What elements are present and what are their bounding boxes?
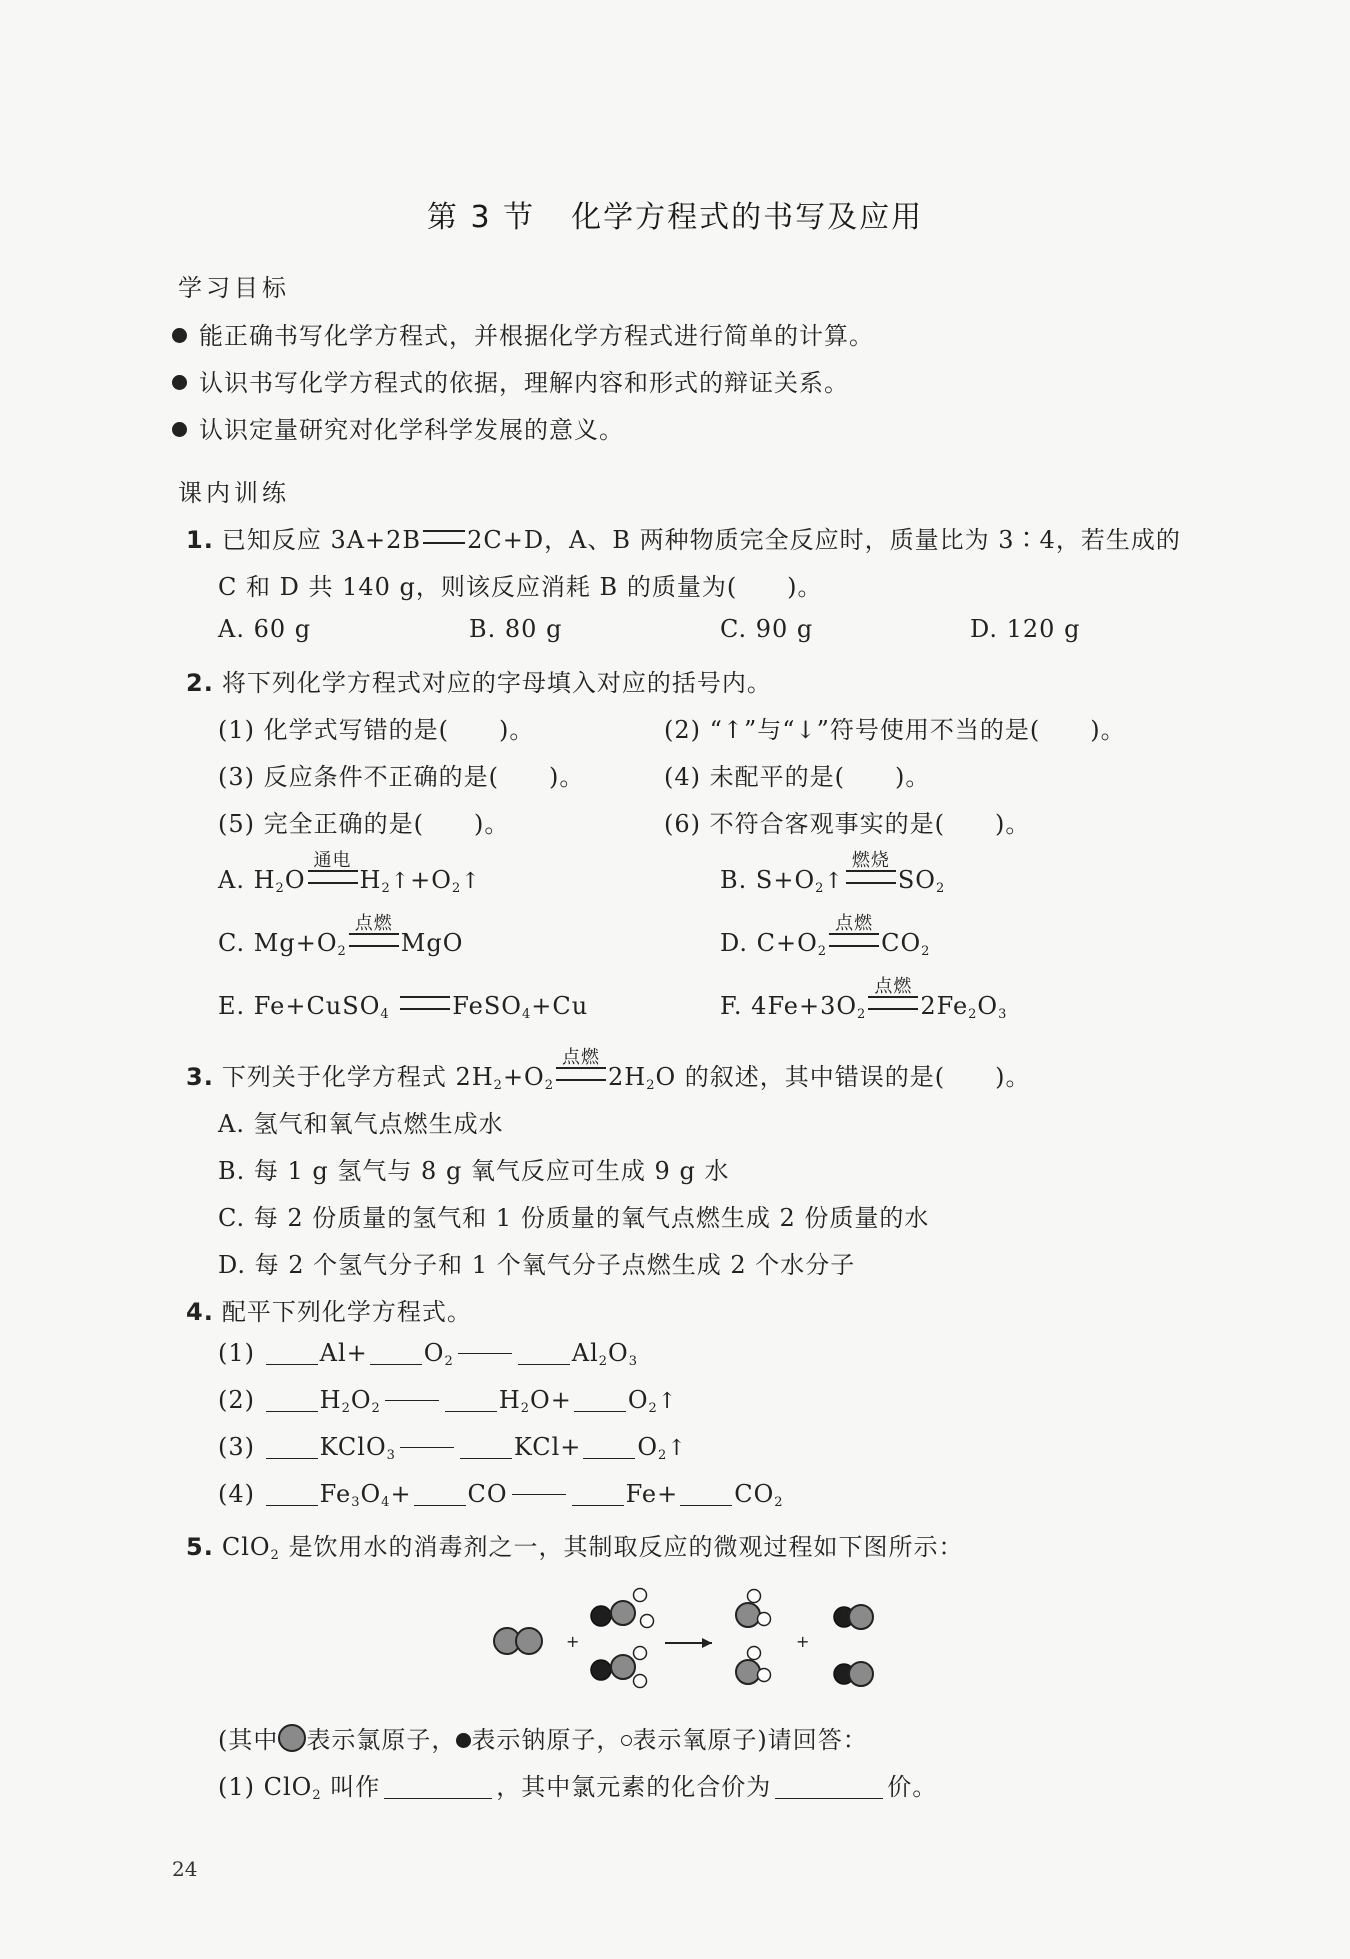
nacl-molecule-1 (834, 1605, 873, 1629)
q1-option-a: A. 60 g (218, 615, 312, 643)
condition-equals: 点燃 (349, 933, 399, 947)
plus-sign: + (796, 1632, 810, 1651)
answer-blank[interactable] (574, 1387, 626, 1412)
arrow (665, 1638, 712, 1648)
q1-option-b: B. 80 g (469, 615, 563, 643)
question-4-stem: 4. 配平下列化学方程式。 (186, 1298, 472, 1326)
answer-blank[interactable] (445, 1387, 497, 1412)
condition-equals: 点燃 (829, 933, 879, 947)
objectives-heading: 学习目标 (178, 274, 290, 302)
equation-d: D. $C+O_2$ 点燃 $CO_2$ (720, 913, 931, 959)
q1-option-d: D. 120 g (970, 615, 1081, 643)
q2-sub-3: (3) 反应条件不正确的是( )。 (218, 763, 585, 791)
page-number: 24 (172, 1857, 198, 1881)
q2-sub-1: (1) 化学式写错的是( )。 (218, 716, 535, 744)
clo2-molecule-1 (736, 1590, 771, 1628)
page-title (0, 192, 1350, 236)
clo2-molecule-2 (736, 1647, 771, 1685)
equals-sign (423, 530, 465, 544)
equation-c: C. $Mg+O_2$ 点燃 MgO (218, 913, 464, 959)
question-1-stem: 1. 已知反应 3A+2B 2C+D，A、B 两种物质完全反应时，质量比为 3∶4，若生成的 (186, 526, 1181, 554)
equals-sign (400, 996, 450, 1010)
question-1-stem-cont: C 和 D 共 140 g，则该反应消耗 B 的质量为( )。 (218, 573, 823, 601)
section-number: 第 3 节 (426, 200, 536, 235)
sodium-atom-icon (456, 1733, 471, 1748)
answer-blank[interactable] (460, 1434, 512, 1459)
answer-blank[interactable] (680, 1481, 732, 1506)
equation-e: E. Fe+CuSO$_4$ FeSO$_4$+Cu (218, 992, 589, 1022)
q3-option-c: C. 每 2 份质量的氢气和 1 份质量的氧气点燃生成 2 份质量的水 (218, 1204, 930, 1232)
answer-blank[interactable] (414, 1481, 466, 1506)
question-5-stem: 5. ClO$_2$ 是饮用水的消毒剂之一，其制取反应的微观过程如下图所示： (186, 1533, 964, 1563)
condition-equals: 燃烧 (846, 870, 896, 884)
naclo2-molecule-2 (591, 1647, 647, 1688)
answer-blank[interactable] (266, 1387, 318, 1412)
question-3-stem: 3. 下列关于化学方程式 $2H_2+O_2$ 点燃 $2H_2O$ 的叙述，其中错误的是( )。 (186, 1047, 1031, 1093)
condition-equals: 点燃 (868, 996, 918, 1010)
q2-sub-4: (4) 未配平的是( )。 (664, 763, 931, 791)
objective-item: 认识书写化学方程式的依据，理解内容和形式的辩证关系。 (172, 363, 849, 398)
objective-item: 认识定量研究对化学科学发展的意义。 (172, 410, 624, 445)
q1-option-c: C. 90 g (720, 615, 814, 643)
cl2-molecule (494, 1628, 542, 1654)
condition-equals: 点燃 (556, 1067, 606, 1081)
answer-blank[interactable] (583, 1434, 635, 1459)
equation-a: A. $H_2O$ 通电 $H_2↑+O_2↑$ (218, 850, 481, 896)
reaction-diagram (480, 1585, 900, 1715)
chlorine-atom-icon (278, 1724, 306, 1752)
answer-blank[interactable] (266, 1434, 318, 1459)
section-name: 化学方程式的书写及应用 (571, 200, 924, 235)
plus-sign: + (566, 1632, 580, 1651)
balance-eq-1: (1) $Al+ O_2$ $Al_2O_3$ (218, 1339, 638, 1369)
q2-sub-5: (5) 完全正确的是( )。 (218, 810, 510, 838)
question-2-stem: 2. 将下列化学方程式对应的字母填入对应的括号内。 (186, 669, 772, 697)
answer-blank[interactable] (266, 1340, 318, 1365)
diagram-legend: (其中 表示氯原子， 表示钠原子， 表示氧原子)请回答： (218, 1726, 868, 1754)
equation-b: B. $S+O_2↑$ 燃烧 $SO_2$ (720, 850, 946, 896)
answer-blank[interactable] (775, 1774, 883, 1799)
condition-equals: 通电 (308, 870, 358, 884)
oxygen-atom-icon (621, 1735, 632, 1746)
balance-eq-4: (4) $Fe_3O_4+$ CO $Fe+ CO_2$ (218, 1480, 784, 1510)
answer-blank[interactable] (370, 1340, 422, 1365)
answer-blank[interactable] (384, 1774, 492, 1799)
balance-eq-3: (3) KClO$_3$ $KCl+ O_2↑$ (218, 1433, 687, 1463)
balance-eq-2: (2) $H_2O_2$ $H_2O+$ $O_2↑$ (218, 1386, 678, 1416)
nacl-molecule-2 (834, 1662, 873, 1686)
q5-sub-1: (1) ClO$_2$ 叫作 ，其中氯元素的化合价为 价。 (218, 1773, 938, 1803)
bullet-icon (172, 422, 187, 437)
answer-blank[interactable] (266, 1481, 318, 1506)
q3-option-b: B. 每 1 g 氢气与 8 g 氧气反应可生成 9 g 水 (218, 1157, 730, 1185)
q3-option-a: A. 氢气和氧气点燃生成水 (218, 1110, 504, 1138)
practice-heading: 课内训练 (178, 479, 290, 507)
answer-blank[interactable] (518, 1340, 570, 1365)
equation-f: F. $4Fe+3O_2$ 点燃 $2Fe_2O_3$ (720, 976, 1008, 1022)
q2-sub-2: (2) “↑”与“↓”符号使用不当的是( )。 (664, 716, 1126, 744)
answer-blank[interactable] (572, 1481, 624, 1506)
bullet-icon (172, 328, 187, 343)
objective-item: 能正确书写化学方程式，并根据化学方程式进行简单的计算。 (172, 316, 874, 351)
bullet-icon (172, 375, 187, 390)
q2-sub-6: (6) 不符合客观事实的是( )。 (664, 810, 1031, 838)
q3-option-d: D. 每 2 个氢气分子和 1 个氧气分子点燃生成 2 个水分子 (218, 1251, 856, 1279)
naclo2-molecule-1 (591, 1589, 654, 1628)
